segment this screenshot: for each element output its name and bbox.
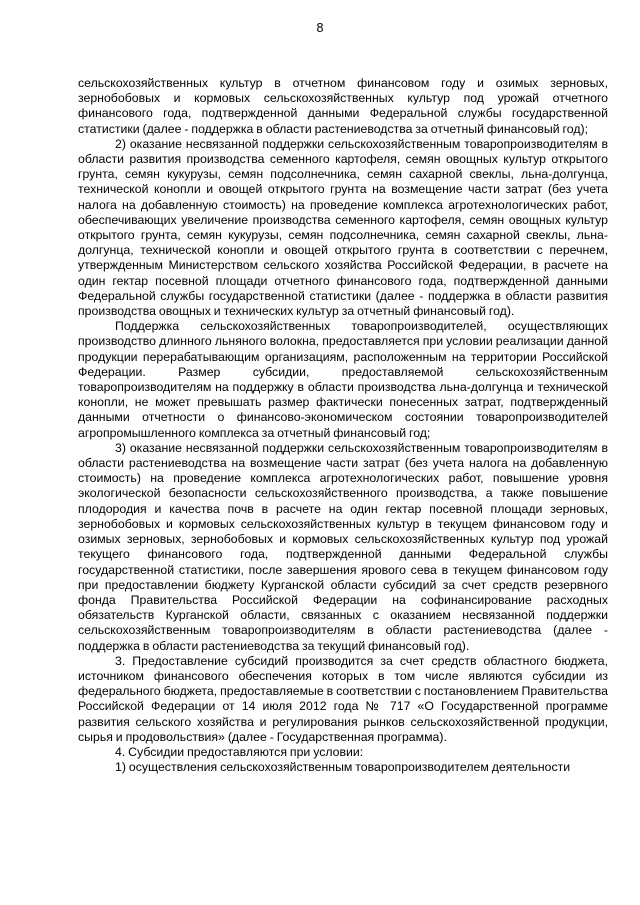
paragraph-item-3: 3) оказание несвязанной поддержки сельскохозяйственным товаропроизводителям в области растениеводства на возмещение части затрат (без учета налога на добавленную стоимость) на проведение комплекса агротехнологических работ, повышение уровня экологической безопасности сельскохозяйственного производства, а также повышение плодородия и качества почв в расчете на один гектар посевной площади зерновых, зернобобовых и кормовых сельскохозяйственных культур в текущем финансовом году и озимых зерновых, зернобобовых и кормовых сельскохозяйственных культур под урожай текущего финансового года, подтвержденной данными Федеральной службы государственной статистики, после завершения ярового сева в текущем финансовом году при предоставлении бюджету Курганской области субсидий за счет средств резервного фонда Правительства Российской Федерации на софинансирование расходных обязательств Курганской области, связанных с оказанием несвязанной поддержки сельскохозяйственным товаропроизводителям в области растениеводства (далее - поддержка в области растениеводства за текущий финансовый год). <box>78 440 608 653</box>
paragraph-condition-1: 1) осуществления сельскохозяйственным товаропроизводителем деятельности <box>115 760 571 775</box>
paragraph-continuation: сельскохозяйственных культур в отчетном финансовом году и озимых зерновых, зернобобовых и кормовых сельскохозяйственных культур под урожай отчетного финансового года, подтвержденной данными Федеральной службы государственной статистики (далее - поддержка в области растениеводства за отчетный финансовый год); <box>78 76 608 136</box>
document-body <box>78 76 608 775</box>
paragraph-section-4: 4. Субсидии предоставляются при условии: <box>115 744 364 759</box>
paragraph-section-3: 3. Предоставление субсидий производится за счет средств областного бюджета, источником финансового обеспечения которых в том числе являются субсидии из федерального бюджета, предоставляемые в соответствии с постановлением Правительства Российской Федерации от 14 июля 2012 года № 717 «О Государственной программе развития сельского хозяйства и регулирования рынков сельскохозяйственной продукции, сырья и продовольствия» (далее - Государственная программа). <box>78 653 608 744</box>
page-number: 8 <box>316 21 324 35</box>
paragraph-item-2: 2) оказание несвязанной поддержки сельскохозяйственным товаропроизводителям в области развития производства семенного картофеля, семян овощных культур открытого грунта, семян кукурузы, семян подсолнечника, семян сахарной свеклы, льна-долгунца, технической конопли и овощей открытого грунта на возмещение части затрат (без учета налога на добавленную стоимость) на проведение комплекса агротехнологических работ, обеспечивающих увеличение производства семенного картофеля, семян овощных культур открытого грунта, семян кукурузы, семян подсолнечника, семян сахарной свеклы, льна-долгунца, технической конопли и овощей открытого грунта в соответствии с перечнем, утвержденным Министерством сельского хозяйства Российской Федерации, в расчете на один гектар посевной площади отчетного финансового года, подтвержденной данными Федеральной службы государственной статистики (далее - поддержка в области развития производства овощных и технических культур за отчетный финансовый год). <box>78 136 608 319</box>
paragraph-flax-support: Поддержка сельскохозяйственных товаропроизводителей, осуществляющих производство длинного льняного волокна, предоставляется при условии реализации данной продукции перерабатывающим организациям, расположенным на территории Российской Федерации. Размер субсидии, предоставляемой сельскохозяйственным товаропроизводителям на поддержку в области производства льна-долгунца и технической конопли, не может превышать размер фактически понесенных затрат, подтвержденный данными отчетности о финансово-экономическом состоянии товаропроизводителей агропромышленного комплекса за отчетный финансовый год; <box>78 319 608 440</box>
